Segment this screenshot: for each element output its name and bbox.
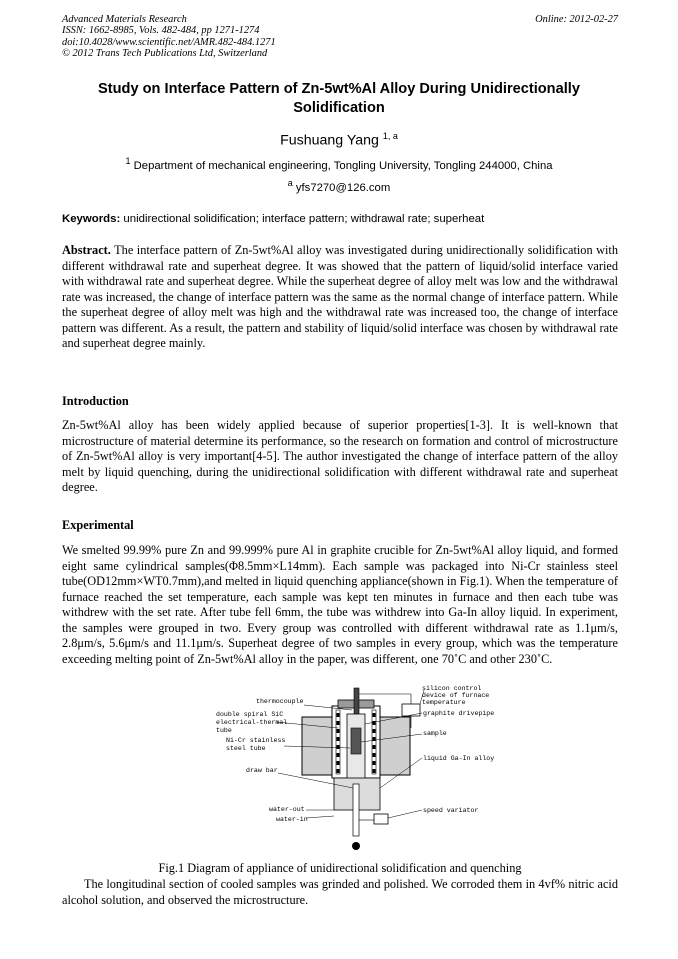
keywords: [62, 213, 618, 225]
label-scr-1: silicon control: [422, 685, 482, 692]
paper-title: Study on Interface Pattern of Zn-5wt%Al Alloy During Unidirectionally Solidification: [98, 81, 580, 116]
author-line: [62, 131, 616, 149]
label-scr-3: temperature: [422, 699, 466, 706]
introduction-heading: Introduction: [62, 394, 129, 408]
keywords-text: unidirectional solidification; interface pattern; withdrawal rate; superheat: [123, 213, 485, 225]
drive-wheel: [352, 842, 360, 850]
label-water-in: water-in: [276, 816, 308, 823]
email-line: [62, 178, 616, 194]
label-heater-2: electrical-thermal: [216, 719, 288, 726]
figure-caption: Fig.1 Diagram of appliance of unidirectional solidification and quenching: [158, 861, 522, 875]
apparatus-diagram: [214, 684, 514, 854]
label-heater-1: double spiral SiC: [216, 711, 284, 718]
affiliation-superscript: 1: [125, 156, 131, 166]
sic-heater-right: [372, 710, 376, 774]
doi-line[interactable]: doi:10.4028/www.scientific.net/AMR.482-484.1271: [62, 36, 276, 48]
label-heater-3: tube: [216, 727, 232, 734]
journal-header: [62, 14, 618, 60]
label-sample: sample: [423, 730, 447, 737]
experimental-heading: Experimental: [62, 518, 134, 532]
draw-bar-rod: [353, 784, 359, 836]
experimental-text: We smelted 99.99% pure Zn and 99.999% pure Al in graphite crucible for Zn-5wt%Al alloy liquid, and formed eight same cylindrical samples(Φ8.5mm×L14mm). Each sample was packaged into Ni-Cr stainless steel tube(OD12mm×WT0.7mm),and melted in liquid quenching appliance(shown in Fig.1). When the temperature of furnace reached the set temperature, each sample was kept ten minutes in furnace and then each tube was withdrew with the set rate. After tube fell 6mm, the tube was withdrew into Ga-In alloy liquid. In experiment, the samples were grouped in two. Every group was controlled with different withdrawal rate as 1.1μm/s, 2.8μm/s, 5.6μm/s and 11.1μm/s. Superheat degree of two samples in every group, which was the temperature exceeding melting point of Zn-5wt%Al alloy in the paper, was different, one 70˚C and other 230˚C.: [62, 543, 618, 666]
affiliation-line: [62, 156, 616, 172]
author-name: Fushuang Yang: [280, 132, 379, 149]
author-superscript: 1, a: [382, 131, 398, 141]
copyright-line: © 2012 Trans Tech Publications Ltd, Switzerland: [62, 48, 268, 60]
online-date: Online: 2012-02-27: [535, 14, 618, 25]
issn-line: ISSN: 1662-8985, Vols. 482-484, pp 1271-1274: [62, 25, 260, 37]
variator-box: [374, 814, 388, 824]
label-gain: liquid Ga-In alloy: [423, 755, 495, 762]
email-superscript: a: [287, 178, 293, 188]
abstract-label: Abstract.: [62, 243, 111, 257]
label-water-out: water-out: [269, 806, 305, 813]
introduction-text: Zn-5wt%Al alloy has been widely applied because of superior properties[1-3]. It is well-known that microstructure of material determine its performance, so the research on formation and control of microstructure of Zn-5wt%Al alloy is very important[4-5]. The author investigated the change of interface pattern of the alloy melt by liquid quenching, during the unidirectional solidification with different withdrawal rate and superheat degree.: [62, 418, 618, 494]
sic-heater-left: [336, 710, 340, 774]
label-thermocouple: thermocouple: [256, 698, 304, 705]
abstract: [62, 243, 618, 352]
label-graphite: graphite drivepipe: [423, 710, 495, 717]
final-paragraph: The longitudinal section of cooled samples was grinded and polished. We corroded them in 4vf% nitric acid alcohol solution, and observed the microstructure.: [62, 877, 618, 907]
email-address[interactable]: yfs7270@126.com: [295, 181, 391, 194]
label-variator: speed variator: [423, 807, 479, 814]
label-tube-2: steel tube: [226, 745, 266, 752]
sample-rod: [351, 728, 361, 754]
scr-box: [402, 704, 420, 716]
journal-name: Advanced Materials Research: [62, 14, 187, 25]
label-scr-2: device of furnace: [422, 692, 490, 699]
label-tube-1: Ni-Cr stainless: [226, 737, 286, 744]
keywords-label: Keywords:: [62, 213, 121, 225]
label-draw-bar: draw bar: [246, 767, 278, 774]
abstract-text: The interface pattern of Zn-5wt%Al alloy was investigated during unidirectionally solidification with different withdrawal rate and superheat degree. It was showed that the pattern of liquid/solid interface varied with withdrawal rate and superheat degree. While the superheat degree of alloy melt was low and the withdrawal rate was increased, the change of interface pattern was the same as the normal change of interface pattern. While the superheat degree of alloy melt was high and the withdrawal rate was increased too, the change of interface pattern was different. As a result, the pattern and stability of liquid/solid interface was chosen by withdrawal rate and superheat degree mainly.: [62, 243, 618, 350]
affiliation-text: Department of mechanical engineering, Tongling University, Tongling 244000, China: [133, 159, 553, 172]
